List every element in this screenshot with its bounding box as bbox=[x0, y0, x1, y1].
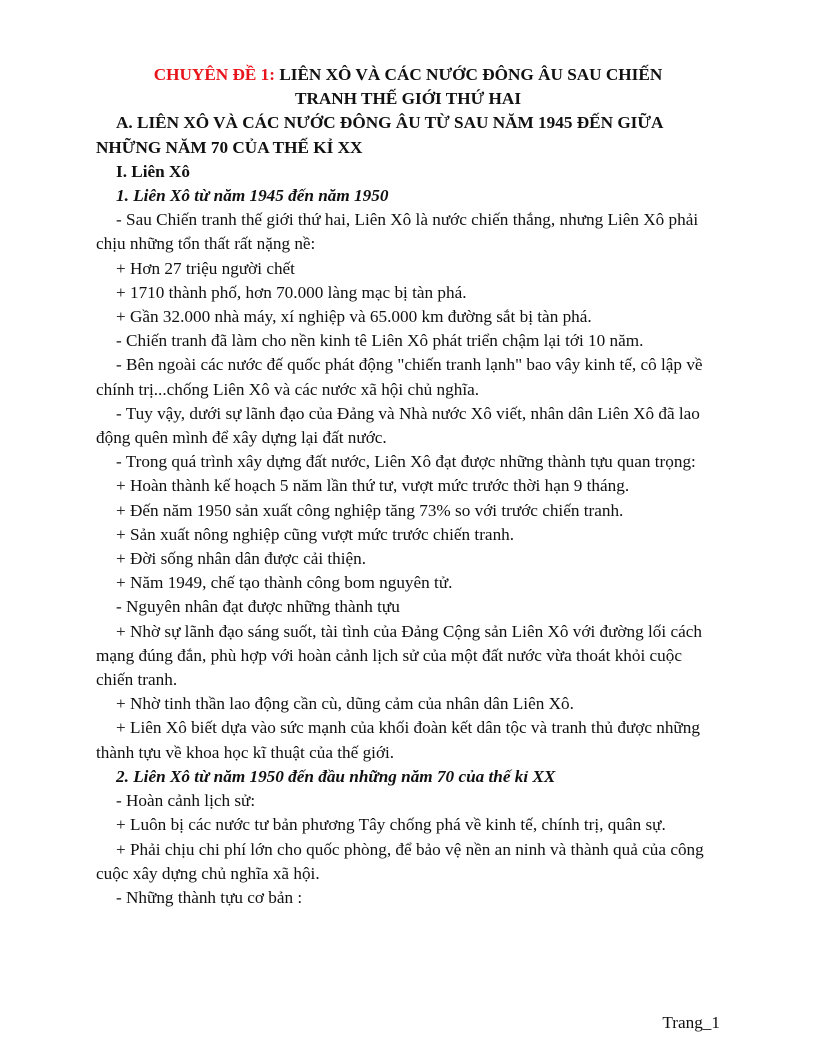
subsection-1-heading: 1. Liên Xô từ năm 1945 đến năm 1950 bbox=[116, 186, 389, 206]
paragraph: + Đời sống nhân dân được cải thiện. bbox=[116, 549, 367, 569]
paragraph: + Phải chịu chi phí lớn cho quốc phòng, để bảo vệ nền an ninh và thành quả của công cuộc xây dựng chủ nghĩa xã hội. bbox=[96, 839, 704, 883]
page-number: Trang_1 bbox=[662, 1013, 720, 1032]
title-line-1: LIÊN XÔ VÀ CÁC NƯỚC ĐÔNG ÂU SAU CHIẾN bbox=[279, 65, 663, 84]
section-a-heading: A. LIÊN XÔ VÀ CÁC NƯỚC ĐÔNG ÂU TỪ SAU NĂM 1945 ĐẾN GIỮA NHỮNG NĂM 70 CỦA THẾ KỈ XX bbox=[96, 113, 663, 157]
part-1-heading: I. Liên Xô bbox=[116, 161, 191, 181]
paragraph: + Gần 32.000 nhà máy, xí nghiệp và 65.000 km đường sắt bị tàn phá. bbox=[116, 307, 592, 327]
paragraph: - Sau Chiến tranh thế giới thứ hai, Liên Xô là nước chiến thắng, nhưng Liên Xô phải chịu những tổn thất rất nặng nề: bbox=[96, 210, 699, 254]
paragraph: + Năm 1949, chế tạo thành công bom nguyên tử. bbox=[116, 573, 453, 593]
paragraph: + Liên Xô biết dựa vào sức mạnh của khối đoàn kết dân tộc và tranh thủ được những thành tựu về khoa học kĩ thuật của thế giới. bbox=[96, 718, 700, 762]
paragraph: + Hơn 27 triệu người chết bbox=[116, 258, 295, 278]
document-title bbox=[96, 63, 720, 111]
paragraph: + Hoàn thành kế hoạch 5 năm lần thứ tư, vượt mức trước thời hạn 9 tháng. bbox=[116, 476, 630, 496]
paragraph: - Hoàn cảnh lịch sử: bbox=[116, 791, 256, 811]
paragraph: - Bên ngoài các nước đế quốc phát động "chiến tranh lạnh" bao vây kinh tế, cô lập về chính trị...chống Liên Xô và các nước xã hội chủ nghĩa. bbox=[96, 355, 703, 399]
subsection-2-heading: 2. Liên Xô từ năm 1950 đến đầu những năm 70 của thế kỉ XX bbox=[116, 766, 556, 786]
document-content bbox=[96, 63, 720, 910]
paragraph: + Nhờ tinh thần lao động cần cù, dũng cảm của nhân dân Liên Xô. bbox=[116, 694, 574, 714]
title-line-2: TRANH THẾ GIỚI THỨ HAI bbox=[294, 89, 522, 109]
paragraph: - Trong quá trình xây dựng đất nước, Liên Xô đạt được những thành tựu quan trọng: bbox=[116, 452, 696, 472]
paragraph: + Nhờ sự lãnh đạo sáng suốt, tài tình của Đảng Cộng sản Liên Xô với đường lối cách mạng đúng đắn, phù hợp với hoàn cảnh lịch sử của một đất nước vừa thoát khỏi cuộc chiến tranh. bbox=[96, 621, 702, 690]
paragraph: + Sản xuất nông nghiệp cũng vượt mức trước chiến tranh. bbox=[116, 524, 515, 544]
paragraph: + Luôn bị các nước tư bản phương Tây chống phá về kinh tế, chính trị, quân sự. bbox=[116, 815, 666, 835]
paragraph: - Chiến tranh đã làm cho nền kinh tê Liên Xô phát triển chậm lại tới 10 năm. bbox=[116, 331, 644, 351]
paragraph: - Những thành tựu cơ bản : bbox=[116, 887, 303, 907]
paragraph: + Đến năm 1950 sản xuất công nghiệp tăng 73% so với trước chiến tranh. bbox=[116, 500, 624, 520]
paragraph: + 1710 thành phố, hơn 70.000 làng mạc bị tàn phá. bbox=[116, 282, 467, 302]
title-prefix: CHUYÊN ĐỀ 1: bbox=[153, 65, 280, 84]
paragraph: - Nguyên nhân đạt được những thành tựu bbox=[116, 597, 400, 617]
paragraph: - Tuy vậy, dưới sự lãnh đạo của Đảng và Nhà nước Xô viết, nhân dân Liên Xô đã lao động quên mình để xây dựng lại đất nước. bbox=[96, 403, 700, 448]
